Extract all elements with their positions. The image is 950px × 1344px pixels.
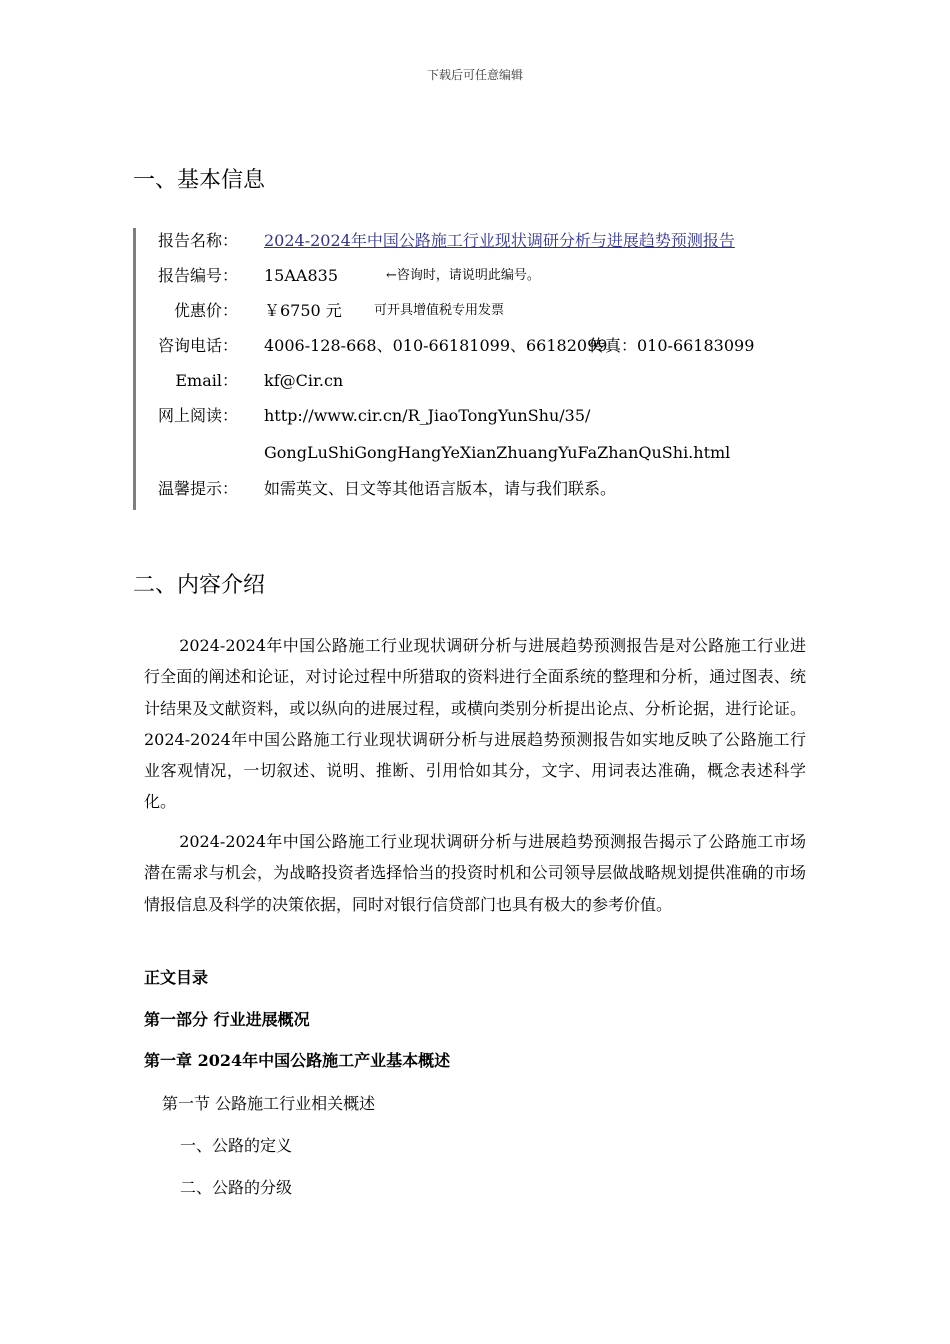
online-url-line1[interactable]: http://www.cir.cn/R_JiaoTongYunShu/35/ (264, 406, 591, 425)
report-no-note: ←咨询时，请说明此编号。 (386, 268, 540, 283)
email-label: Email： (175, 371, 238, 390)
toc-item-1: 一、公路的定义 (180, 1136, 293, 1155)
toc-part-1: 第一部分 行业进展概况 (144, 1010, 310, 1029)
email-value[interactable]: kf@Cir.cn (264, 371, 344, 390)
online-url-line2[interactable]: GongLuShiGongHangYeXianZhuangYuFaZhanQuShi.html (264, 443, 731, 462)
toc-chapter-1: 第一章 2024年中国公路施工产业基本概述 (144, 1051, 451, 1070)
price-note: 可开具增值税专用发票 (374, 303, 505, 318)
tip-value: 如需英文、日文等其他语言版本，请与我们联系。 (264, 479, 617, 498)
section-title-content-intro: 二、内容介绍 (133, 573, 266, 598)
report-name-label: 报告名称： (157, 231, 238, 250)
intro-paragraph-2: 2024-2024年中国公路施工行业现状调研分析与进展趋势预测报告揭示了公路施工市场潜在需求与机会，为战略投资者选择恰当的投资时机和公司领导层做战略规划提供准确的市场情报信息及科学的决策依据，同时对银行信贷部门也具有极大的参考价值。 (144, 832, 806, 914)
report-no-label: 报告编号： (157, 266, 238, 285)
price-value: ￥6750 元 (264, 301, 342, 320)
tip-label: 温馨提示： (157, 479, 238, 498)
header-note: 下载后可任意编辑 (426, 68, 523, 82)
phone-value: 4006-128-668、010-66181099、66182099 (264, 336, 608, 355)
report-no-value: 15AA835 (264, 266, 339, 285)
toc-item-2: 二、公路的分级 (180, 1178, 293, 1197)
report-name-value (264, 229, 735, 253)
online-label: 网上阅读： (157, 406, 238, 425)
toc-section-1: 第一节 公路施工行业相关概述 (162, 1094, 376, 1113)
price-label: 优惠价： (173, 301, 238, 320)
intro-paragraph-1: 2024-2024年中国公路施工行业现状调研分析与进展趋势预测报告是对公路施工行业进行全面的阐述和论证，对讨论过程中所猎取的资料进行全面系统的整理和分析，通过图表、统计结果及文献资料，或以纵向的进展过程，或横向类别分析提出论点、分析论据，进行论证。2024-2024年中国公路施工行业现状调研分析与进展趋势预测报告如实地反映了公路施工行业客观情况，一切叙述、说明、推断、引用恰如其分，文字、用词表达准确，概念表述科学化。 (144, 636, 806, 812)
toc-heading: 正文目录 (144, 968, 209, 987)
report-name-link[interactable]: 2024-2024年中国公路施工行业现状调研分析与进展趋势预测报告 (264, 231, 735, 250)
info-block (133, 228, 796, 510)
section-title-basic-info: 一、基本信息 (133, 168, 266, 193)
phone-label: 咨询电话： (157, 336, 238, 355)
fax-value: 传真：010-66183099 (589, 336, 755, 355)
